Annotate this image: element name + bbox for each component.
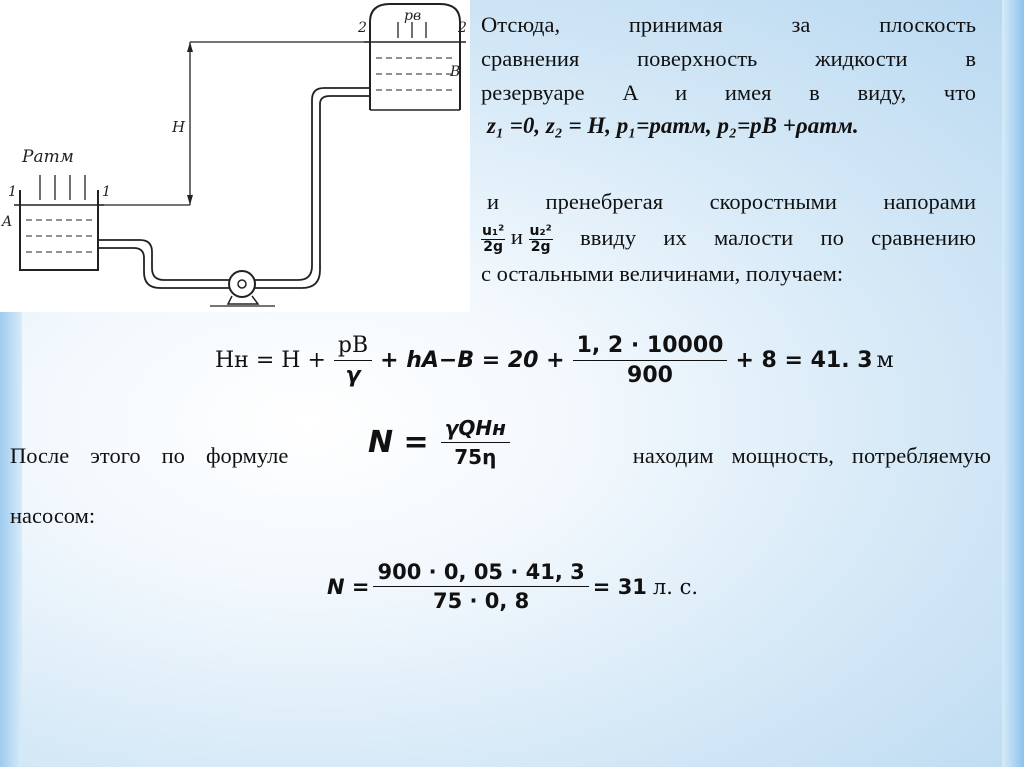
- paragraph-1: [481, 8, 976, 110]
- word: в: [965, 46, 976, 71]
- word: потребляемую: [851, 443, 991, 468]
- frac-den: 2g: [530, 238, 551, 255]
- eq-unit: м: [876, 347, 894, 373]
- frac-num: γQHн: [441, 416, 510, 443]
- paragraph-2-line-3: с остальными величинами, получаем:: [481, 261, 844, 286]
- equation-n: [327, 560, 698, 613]
- eq-result: = 31: [592, 574, 647, 599]
- pump: [229, 271, 255, 297]
- label-p-b: pв: [404, 8, 422, 24]
- paragraph-2: [481, 186, 976, 290]
- eq-unit: л. с.: [652, 574, 699, 599]
- paragraph-3-line-2: насосом:: [10, 503, 96, 528]
- slide-frame-right: [1002, 0, 1024, 767]
- label-1-left: 1: [8, 184, 17, 200]
- word: этого: [90, 443, 141, 468]
- word: по: [820, 225, 844, 250]
- frac-den: γ: [345, 362, 361, 388]
- word: малости: [714, 225, 794, 250]
- frac-den: 75 · 0, 8: [432, 589, 530, 613]
- velocity-head-1: [481, 224, 505, 255]
- word: ввиду: [580, 225, 637, 250]
- loss-fraction: [573, 333, 728, 388]
- word: Отсюда,: [481, 12, 561, 37]
- label-p-atm: Pатм: [22, 147, 74, 167]
- pressure-fraction: [334, 333, 372, 388]
- word: плоскость: [879, 12, 976, 37]
- formula-lhs: N =: [368, 425, 429, 460]
- word: сравнения: [481, 46, 580, 71]
- label-1-right: 1: [102, 184, 111, 200]
- eq-lhs: Hн = H +: [215, 347, 326, 373]
- frac-num: u₁²: [482, 222, 505, 239]
- word: сравнению: [871, 225, 976, 250]
- frac-den: 2g: [483, 238, 503, 255]
- frac-num: 900 · 0, 05 · 41, 3: [373, 560, 588, 587]
- frac-den: 900: [627, 362, 673, 388]
- eq-lhs: N =: [327, 574, 370, 599]
- eq-result: + 8 = 41. 3: [735, 347, 873, 373]
- word: поверхность: [637, 46, 758, 71]
- word: находим: [632, 443, 714, 468]
- word: за: [791, 12, 811, 37]
- label-h: H: [172, 118, 186, 136]
- frac-den: 75η: [454, 445, 497, 469]
- frac-num: u₂²: [529, 222, 552, 239]
- word: формуле: [205, 443, 289, 468]
- label-2-right: 2: [458, 20, 467, 36]
- word: жидкости: [815, 46, 908, 71]
- pump-system-diagram: [0, 0, 470, 312]
- formula-fraction: [441, 416, 510, 469]
- frac-num: pB: [334, 333, 372, 361]
- word: напорами: [883, 189, 976, 214]
- word: После: [10, 443, 70, 468]
- paragraph-1-line-3: резервуаре A и имея в виду, что: [481, 80, 976, 105]
- eq-term: + hA−B = 20 +: [380, 347, 565, 373]
- equation-hn: [215, 325, 894, 395]
- word: принимая: [628, 12, 723, 37]
- power-formula: [368, 416, 514, 469]
- label-b: B: [450, 64, 461, 80]
- diagram-svg: [0, 0, 470, 312]
- frac-num: 1, 2 · 10000: [573, 333, 728, 361]
- word: их: [663, 225, 687, 250]
- word: и: [510, 224, 523, 250]
- given-values: z₁ =0, z₂ = H, p₁=pатм, p₂=pB +ρатм.: [487, 113, 859, 138]
- label-2-left: 2: [358, 20, 367, 36]
- reservoir-a: [20, 190, 98, 270]
- word: скоростными: [709, 189, 837, 214]
- label-a: A: [2, 214, 13, 230]
- word: пренебрегая: [545, 189, 664, 214]
- word: мощность,: [731, 443, 834, 468]
- word: и: [487, 189, 500, 214]
- velocity-head-2: [529, 224, 553, 255]
- power-fraction: [373, 560, 588, 613]
- word: по: [161, 443, 185, 468]
